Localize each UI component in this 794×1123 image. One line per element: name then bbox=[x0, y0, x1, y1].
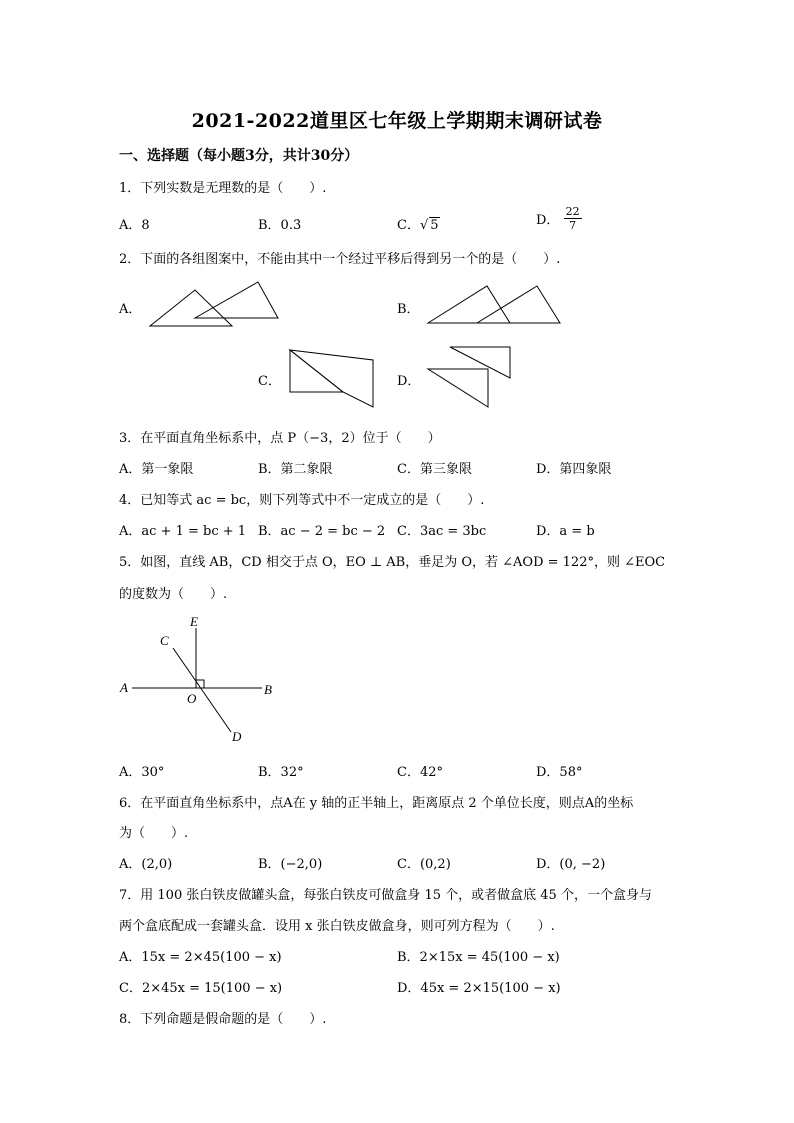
label-e: E bbox=[190, 614, 198, 629]
q4-option-d: D．a = b bbox=[536, 524, 595, 539]
q7-option-d: D．45x = 2×15(100 − x) bbox=[397, 981, 561, 996]
q7-stem-line2: 两个盒底配成一套罐头盒．设用 x 张白铁皮做盒身，则可列方程为（ ）. bbox=[119, 919, 555, 934]
q8-stem: 8．下列命题是假命题的是（ ）. bbox=[119, 1012, 327, 1027]
q4-option-b: B．ac − 2 = bc − 2 bbox=[258, 524, 386, 539]
q3-stem: 3．在平面直角坐标系中，点 P（−3，2）位于（ ） bbox=[119, 431, 441, 446]
label-d: D bbox=[232, 729, 242, 744]
q4-stem: 4．已知等式 ac = bc，则下列等式中不一定成立的是（ ）. bbox=[119, 493, 485, 508]
q7-option-c: C．2×45x = 15(100 − x) bbox=[119, 981, 283, 996]
q6-option-c: C．(0,2) bbox=[397, 857, 451, 872]
q5-stem-line2: 的度数为（ ）. bbox=[119, 587, 228, 602]
q1-option-d-label: D． bbox=[536, 213, 560, 228]
q6-option-a: A．(2,0) bbox=[119, 857, 173, 872]
exam-title: 2021-2022道里区七年级上学期期末调研试卷 bbox=[191, 110, 603, 132]
line-cd bbox=[173, 648, 231, 732]
q5-option-c: C．42° bbox=[397, 765, 443, 780]
label-a: A bbox=[120, 680, 128, 695]
q3-option-a: A．第一象限 bbox=[119, 462, 194, 477]
q7-option-b: B．2×15x = 45(100 − x) bbox=[397, 950, 560, 965]
section-heading: 一、选择题（每小题3分，共计30分） bbox=[119, 148, 359, 164]
label-o: O bbox=[187, 691, 197, 706]
q5-option-b: B．32° bbox=[258, 765, 304, 780]
q1-stem: 1．下列实数是无理数的是（ ）. bbox=[119, 181, 327, 196]
sqrt-sign: √ bbox=[419, 218, 429, 233]
q7-stem-line1: 7．用 100 张白铁皮做罐头盒，每张白铁皮可做盒身 15 个，或者做盒底 45 个，一个盒身与 bbox=[119, 888, 652, 903]
label-b: B bbox=[264, 682, 272, 697]
q5-option-d: D．58° bbox=[536, 765, 583, 780]
q1-option-a: A．8 bbox=[119, 218, 150, 233]
q1-option-c-radicand: 5 bbox=[430, 218, 439, 233]
q3-option-c: C．第三象限 bbox=[397, 462, 472, 477]
q6-stem-line1: 6．在平面直角坐标系中，点A在 y 轴的正半轴上，距离原点 2 个单位长度，则点A的坐标 bbox=[119, 796, 634, 811]
q2-option-c: C． bbox=[258, 374, 281, 389]
q1-option-c-label: C． bbox=[397, 218, 420, 233]
label-c: C bbox=[160, 633, 169, 648]
fraction-numerator: 22 bbox=[565, 205, 580, 218]
q2-option-a: A． bbox=[119, 302, 142, 317]
q2-option-d: D． bbox=[397, 374, 421, 389]
q4-option-c: C．3ac = 3bc bbox=[397, 524, 487, 539]
q6-option-b: B．(−2,0) bbox=[258, 857, 323, 872]
q6-stem-line2: 为（ ）. bbox=[119, 826, 189, 841]
q4-option-a: A．ac + 1 = bc + 1 bbox=[119, 524, 247, 539]
q6-option-d: D．(0, −2) bbox=[536, 857, 606, 872]
q5-option-a: A．30° bbox=[119, 765, 165, 780]
q7-option-a: A．15x = 2×45(100 − x) bbox=[119, 950, 282, 965]
q2-stem: 2．下面的各组图案中，不能由其中一个经过平移后得到另一个的是（ ）. bbox=[119, 252, 561, 267]
q5-stem-line1: 5．如图，直线 AB，CD 相交于点 O，EO ⊥ AB，垂足为 O，若 ∠AOD = 122°，则 ∠EOC bbox=[119, 555, 666, 570]
fraction-denominator: 7 bbox=[569, 219, 577, 232]
q3-option-d: D．第四象限 bbox=[536, 462, 612, 477]
q2-option-b: B． bbox=[397, 302, 420, 317]
q1-option-b: B．0.3̇ bbox=[258, 218, 302, 233]
q3-option-b: B．第二象限 bbox=[258, 462, 333, 477]
